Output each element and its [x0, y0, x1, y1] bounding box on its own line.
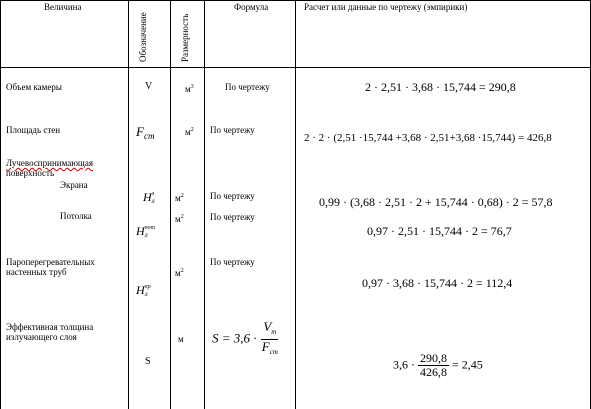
- header-quantity: Величина: [44, 2, 82, 12]
- label-walls: Площадь стен: [6, 125, 61, 135]
- formula-thickness-fraction: [260, 320, 280, 359]
- formula-volume: По чертежу: [225, 82, 270, 92]
- label-radiant-line1: [6, 158, 93, 168]
- formula-radiant-screen: По чертежу: [210, 191, 255, 201]
- unit-radiant-screen-exp: 2: [180, 193, 184, 199]
- formula-walls: По чертежу: [210, 125, 255, 135]
- unit-radiant-ceiling-exp: 2: [180, 214, 184, 220]
- formula-superheater: По чертежу: [210, 257, 255, 267]
- unit-superheater-exp: 2: [180, 268, 184, 274]
- formula-thickness-lhs: S = 3,6 ·: [212, 330, 257, 346]
- symbol-superheater-base: H: [136, 283, 145, 297]
- header-symbol: Обозначение: [138, 12, 148, 62]
- unit-volume-base: м: [185, 84, 191, 94]
- calc-volume: 2 · 2,51 · 3,68 · 15,744 = 290,8: [365, 80, 516, 94]
- column-divider: [170, 0, 171, 409]
- unit-radiant-ceiling: [175, 212, 184, 224]
- symbol-walls-base: F: [136, 124, 144, 139]
- calc-thickness-lhs: 3,6 ·: [393, 357, 415, 372]
- unit-walls-base: м: [185, 127, 191, 137]
- label-thickness-line1: Эффективная толщина: [6, 322, 94, 332]
- formula-thickness-numerator: [261, 320, 278, 340]
- label-volume: Объем камеры: [6, 82, 62, 92]
- calc-walls: 2 · 2 · (2,51 ·15,744 +3,68 · 2,51+3,68 ·15,744) = 426,8: [304, 132, 552, 144]
- symbol-radiant-screen: [143, 190, 155, 205]
- label-radiant-ceiling: Потолка: [60, 211, 92, 221]
- header-formula: Формула: [234, 2, 269, 12]
- formula-thickness: [212, 320, 280, 359]
- calc-radiant-screen: 0,99 · (3,68 · 2,51 · 2 + 15,744 · 0,68) · 2 = 57,8: [319, 195, 553, 209]
- header-divider: [0, 67, 591, 68]
- symbol-thickness: S: [145, 356, 151, 367]
- label-radiant-screen: Экрана: [60, 180, 88, 190]
- symbol-superheater-sup: пр: [144, 284, 151, 291]
- unit-radiant-screen: [175, 191, 184, 203]
- column-divider: [204, 0, 205, 409]
- unit-superheater-base: м: [175, 268, 181, 278]
- symbol-volume: V: [145, 81, 153, 92]
- header-dimension: Размерность: [180, 13, 190, 62]
- formula-radiant-ceiling: По чертежу: [210, 212, 255, 222]
- unit-thickness: м: [178, 334, 184, 344]
- calc-radiant-ceiling: 0,97 · 2,51 · 15,744 · 2 = 76,7: [367, 224, 512, 238]
- calc-thickness-denominator: 426,8: [420, 365, 447, 379]
- column-divider: [295, 0, 296, 409]
- unit-walls: [185, 125, 194, 137]
- formula-thickness-num-sub: т: [271, 328, 277, 336]
- label-superheater-line1: Пароперегревательных: [6, 257, 95, 267]
- symbol-walls: [136, 124, 154, 141]
- unit-walls-exp: 2: [190, 127, 194, 133]
- symbol-radiant-screen-base: H: [143, 190, 152, 204]
- symbol-superheater-sub: л: [144, 290, 148, 299]
- table-border-left: [0, 0, 1, 409]
- symbol-superheater: [136, 283, 151, 298]
- calc-superheater: 0,97 · 3,68 · 15,744 · 2 = 112,4: [362, 276, 513, 290]
- calc-thickness-rhs: = 2,45: [452, 357, 483, 372]
- symbol-radiant-screen-sub: л: [151, 197, 155, 206]
- symbol-radiant-ceiling: [136, 224, 155, 239]
- unit-radiant-ceiling-base: м: [175, 214, 181, 224]
- calc-thickness-numerator: 290,8: [420, 351, 447, 365]
- symbol-radiant-ceiling-sup: пот: [144, 225, 156, 232]
- formula-thickness-denominator: [260, 340, 280, 359]
- label-thickness-line2: излучающего слоя: [6, 332, 77, 342]
- unit-radiant-screen-base: м: [175, 193, 181, 203]
- formula-thickness-num-base: V: [263, 319, 272, 334]
- unit-volume-exp: 3: [190, 84, 194, 90]
- formula-thickness-den-base: F: [261, 339, 270, 354]
- label-superheater-line2: настенных труб: [6, 267, 67, 277]
- symbol-radiant-screen-sup: э: [151, 191, 155, 198]
- label-radiant-line2: поверхность: [6, 168, 55, 178]
- label-radiant-word: Лучевоспринимающая: [6, 158, 93, 168]
- symbol-walls-sub: ст: [143, 131, 155, 141]
- calc-thickness-fraction: [418, 352, 449, 379]
- header-calc: Расчет или данные по чертежу (эмпирики): [304, 2, 468, 12]
- formula-thickness-den-sub: ст: [269, 348, 278, 356]
- unit-volume: [185, 82, 194, 94]
- symbol-radiant-ceiling-sub: л: [144, 231, 148, 240]
- column-divider: [128, 0, 129, 409]
- calc-thickness: [393, 352, 483, 379]
- unit-superheater: [175, 266, 184, 278]
- symbol-radiant-ceiling-base: H: [136, 224, 145, 238]
